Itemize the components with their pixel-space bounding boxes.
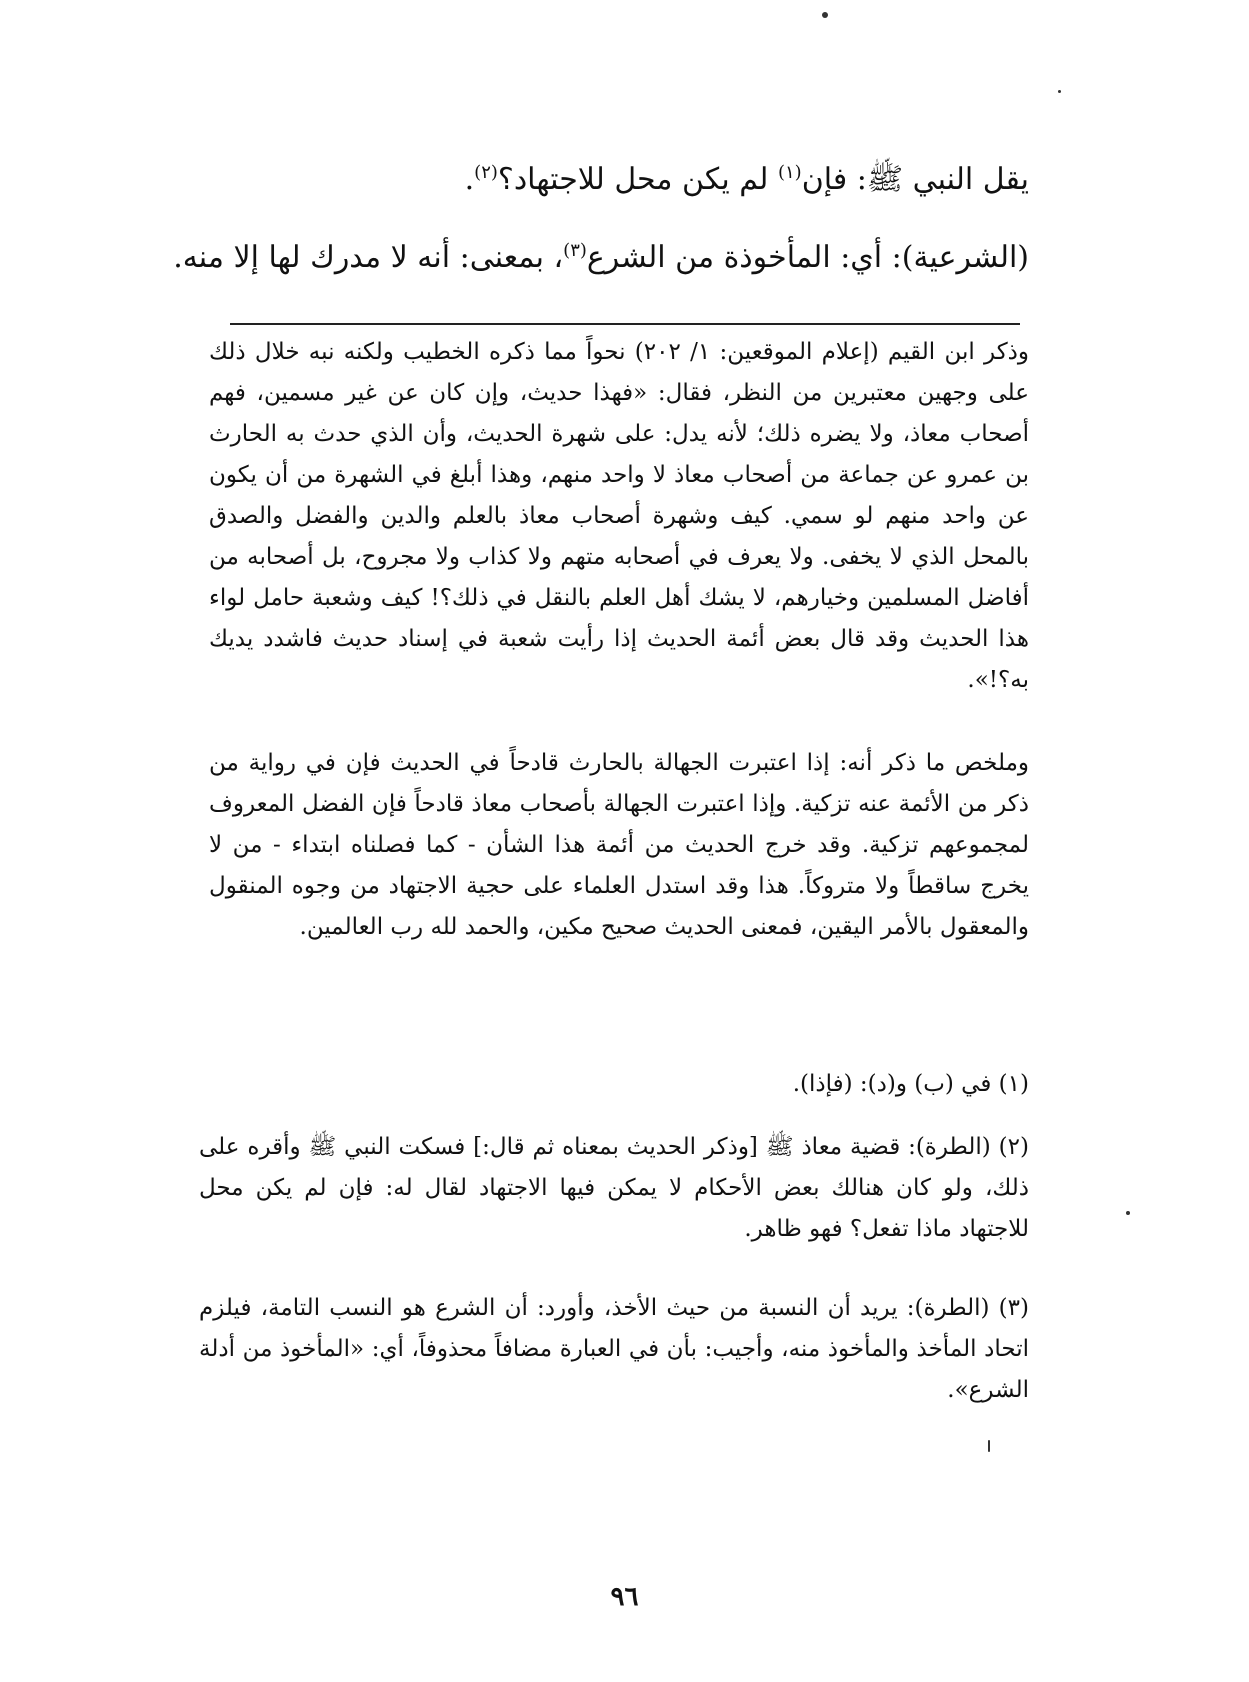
- main-text-segment: ، بمعنى: أنه لا مدرك لها إلا منه.: [173, 240, 564, 275]
- main-text-segment: .: [464, 162, 475, 197]
- footnote-number: (٢): [998, 1134, 1029, 1160]
- footnote-text: (الطرة): قضية معاذ ﷺ [وذكر الحديث بمعناه ثم قال:] فسكت النبي ﷺ وأقره على ذلك، ولو كان هنالك بعض الأحكام لا يمكن فيها الاجتهاد لقال له: فإن لم يكن محل للاجتهاد ماذا تفعل؟ فهو ظاهر.: [199, 1134, 1029, 1242]
- footnote-1: [199, 1064, 1029, 1105]
- continued-footnote-paragraph-1: وذكر ابن القيم (إعلام الموقعين: ١/ ٢٠٢) نحواً مما ذكره الخطيب ولكنه نبه خلال ذلك على وجهين معتبرين من النظر، فقال: «فهذا حديث، وإن كان عن غير مسمين، فهم أصحاب معاذ، ولا يضره ذلك؛ لأنه يدل: على شهرة الحديث، وأن الذي حدث به الحارث بن عمرو عن جماعة من أصحاب معاذ لا واحد منهم، وهذا أبلغ في الشهرة من أن يكون عن واحد منهم لو سمي. كيف وشهرة أصحاب معاذ بالعلم والدين والفضل والصدق بالمحل الذي لا يخفى. ولا يعرف في أصحابه متهم ولا كذاب ولا مجروح، بل أصحابه من أفاضل المسلمين وخيارهم، لا يشك أهل العلم بالنقل في ذلك؟! كيف وشعبة حامل لواء هذا الحديث وقد قال بعض أئمة الحديث إذا رأيت شعبة في إسناد حديث فاشدد يديك به؟!».: [209, 339, 1030, 693]
- footnote-text: (الطرة): يريد أن النسبة من حيث الأخذ، وأورد: أن الشرع هو النسب التامة، فيلزم اتحاد المأخذ والمأخوذ منه، وأجيب: بأن في العبارة مضافاً محذوفاً، أي: «المأخوذ من أدلة الشرع».: [199, 1295, 1029, 1403]
- main-text-line-2: [173, 238, 1029, 278]
- scan-speck: [988, 1440, 990, 1452]
- footnote-3: [199, 1288, 1029, 1411]
- scan-speck: [822, 12, 828, 18]
- footnote-separator: [230, 323, 1020, 325]
- continued-footnote-paragraph-2: وملخص ما ذكر أنه: إذا اعتبرت الجهالة بالحارث قادحاً في الحديث فإن في رواية من ذكر من الأئمة عنه تزكية. وإذا اعتبرت الجهالة بأصحاب معاذ قادحاً فإن الفضل المعروف لمجموعهم تزكية. وقد خرج الحديث من أئمة هذا الشأن - كما فصلناه ابتداء - من لا يخرج ساقطاً ولا متروكاً. هذا وقد استدل العلماء على حجية الاجتهاد من وجوه المنقول والمعقول بالأمر اليقين، فمعنى الحديث صحيح مكين، والحمد لله رب العالمين.: [209, 750, 1029, 940]
- main-text-line-1: [209, 160, 1029, 200]
- footnote-ref-3[interactable]: (٣): [563, 240, 587, 261]
- footnote-number: (٣): [998, 1295, 1029, 1321]
- footnote-ref-1[interactable]: (١): [777, 162, 802, 183]
- page-number: ٩٦: [610, 1582, 639, 1612]
- main-text-segment: (الشرعية): أي: المأخوذة من الشرع: [586, 240, 1029, 275]
- footnote-number: (١): [998, 1071, 1029, 1097]
- main-text-segment: يقل النبي ﷺ: فإن: [801, 162, 1029, 197]
- scan-speck: [1058, 90, 1061, 93]
- footnote-ref-2[interactable]: (٢): [474, 162, 498, 183]
- main-text-segment: لم يكن محل للاجتهاد؟: [497, 162, 778, 197]
- footnote-2: [199, 1127, 1029, 1250]
- footnote-text: في (ب) و(د): (فإذا).: [792, 1071, 992, 1097]
- scan-speck: [1126, 1211, 1130, 1215]
